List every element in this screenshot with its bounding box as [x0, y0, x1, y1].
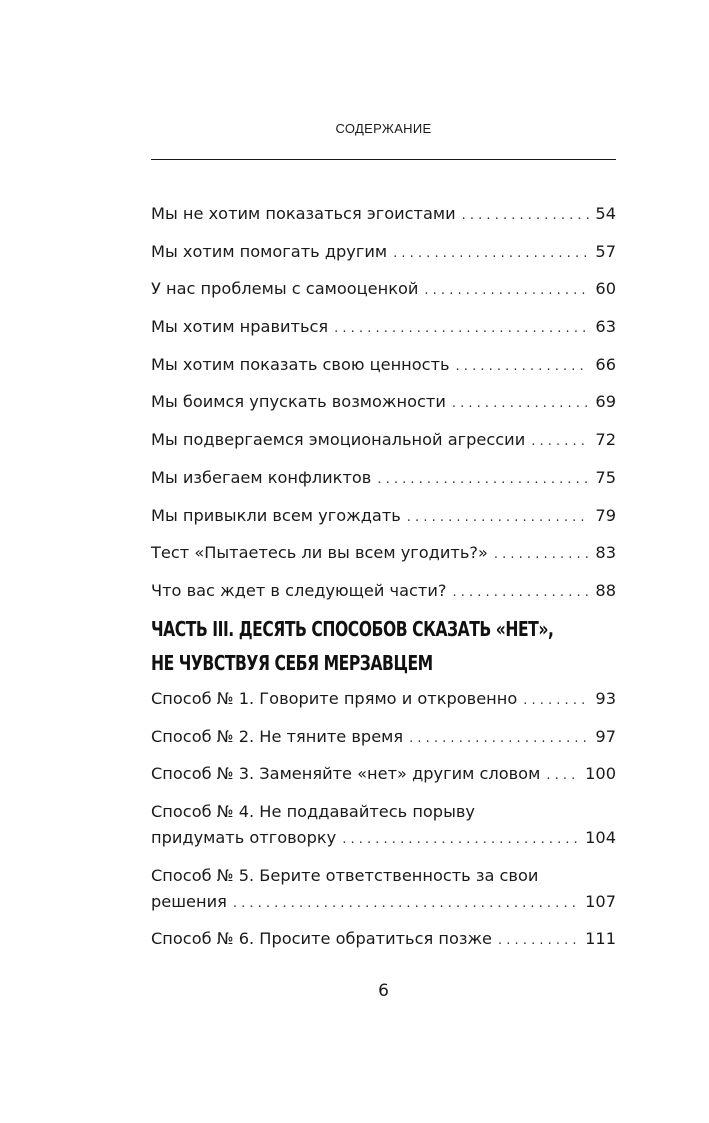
toc-entry[interactable]	[151, 201, 616, 229]
toc-leader-dots	[456, 354, 590, 380]
toc-entry[interactable]	[151, 724, 616, 752]
toc-entry[interactable]	[151, 761, 616, 789]
toc-entry[interactable]	[151, 239, 616, 267]
toc-entry-title: Тест «Пытаетесь ли вы всем угодить?»	[151, 543, 488, 563]
toc-entry-page: 100	[585, 764, 616, 784]
toc-leader-dots	[424, 278, 589, 304]
toc-entry-page: 69	[595, 392, 616, 412]
toc-entry-title: Способ № 6. Просите обратиться позже	[151, 929, 493, 949]
page-number: 6	[378, 981, 389, 1001]
toc-entry-page: 72	[595, 430, 616, 450]
toc-leader-dots	[334, 316, 589, 342]
toc-entry-page: 107	[585, 891, 616, 911]
toc-leader-dots	[531, 429, 589, 455]
toc-entry[interactable]	[151, 276, 616, 304]
toc-entry-page: 104	[585, 828, 616, 848]
toc-leader-dots	[452, 580, 589, 606]
toc-entry-page: 88	[595, 580, 616, 600]
toc-leader-dots	[342, 827, 579, 853]
toc-leader-dots	[409, 726, 589, 752]
toc-leader-dots	[452, 391, 590, 417]
toc-entry-page: 79	[595, 505, 616, 525]
toc-entry-title: Мы подвергаемся эмоциональной агрессии	[151, 430, 526, 450]
toc-entry[interactable]	[151, 465, 616, 493]
toc-entry-title: Мы привыкли всем угождать	[151, 505, 401, 525]
part-heading-line-1: ЧАСТЬ III. ДЕСЯТЬ СПОСОБОВ СКАЗАТЬ «НЕТ»,	[151, 617, 554, 641]
toc-entry[interactable]	[151, 863, 616, 917]
toc-entry-title: У нас проблемы с самооценкой	[151, 279, 419, 299]
toc-entry[interactable]	[151, 352, 616, 380]
toc-entry-title: Мы избегаем конфликтов	[151, 467, 372, 487]
toc-entry[interactable]	[151, 540, 616, 568]
toc-entry-page: 83	[595, 543, 616, 563]
toc-leader-dots	[546, 763, 579, 789]
toc-entry[interactable]	[151, 799, 616, 853]
toc-entry-title: Способ № 3. Заменяйте «нет» другим словом	[151, 764, 541, 784]
toc-entry[interactable]	[151, 926, 616, 954]
toc-entry-title: Мы боимся упускать возможности	[151, 392, 446, 412]
toc-entry-title-line-1: Способ № 4. Не поддавайтесь порыву	[151, 802, 475, 822]
toc-entry[interactable]	[151, 686, 616, 714]
toc-entry-page: 97	[595, 726, 616, 746]
toc-entry[interactable]	[151, 314, 616, 342]
toc-entry-title: Мы хотим показать свою ценность	[151, 354, 450, 374]
toc-entry-page: 57	[595, 241, 616, 261]
toc-entry-page: 54	[595, 204, 616, 223]
toc-entry-page: 111	[585, 929, 616, 949]
running-head: СОДЕРЖАНИЕ	[335, 121, 432, 136]
toc-entry[interactable]	[151, 389, 616, 417]
toc-leader-dots	[498, 928, 579, 954]
toc-entry-title: Мы хотим нравиться	[151, 317, 329, 337]
toc-entry-title: Способ № 1. Говорите прямо и откровенно	[151, 689, 518, 708]
toc-entry-title: Мы хотим помогать другим	[151, 241, 388, 261]
toc-entry-page: 75	[595, 467, 616, 487]
toc-leader-dots	[233, 891, 579, 917]
toc-entry-title: Способ № 2. Не тяните время	[151, 726, 404, 746]
toc-entry-page: 93	[595, 689, 616, 708]
toc-list-1	[151, 201, 616, 616]
toc-entry-title-line-1: Способ № 5. Берите ответственность за свои	[151, 865, 539, 885]
toc-entry[interactable]	[151, 503, 616, 531]
toc-entry-title-line-2: придумать отговорку	[151, 828, 337, 848]
toc-entry-page: 63	[595, 317, 616, 337]
toc-entry[interactable]	[151, 578, 616, 606]
toc-entry-title: Что вас ждет в следующей части?	[151, 580, 447, 600]
part-heading	[151, 612, 554, 680]
toc-leader-dots	[494, 542, 590, 568]
toc-leader-dots	[523, 688, 589, 714]
toc-entry-page: 60	[595, 279, 616, 299]
toc-leader-dots	[393, 241, 589, 267]
toc-entry-page: 66	[595, 354, 616, 374]
part-heading-line-2: НЕ ЧУВСТВУЯ СЕБЯ МЕРЗАВЦЕМ	[151, 651, 433, 675]
toc-entry[interactable]	[151, 427, 616, 455]
toc-entry-title: Мы не хотим показаться эгоистами	[151, 204, 456, 223]
toc-list-2	[151, 686, 616, 964]
toc-leader-dots	[462, 203, 590, 229]
header-rule	[151, 159, 616, 160]
toc-entry-title-line-2: решения	[151, 891, 227, 911]
toc-leader-dots	[377, 467, 589, 493]
toc-leader-dots	[407, 505, 590, 531]
